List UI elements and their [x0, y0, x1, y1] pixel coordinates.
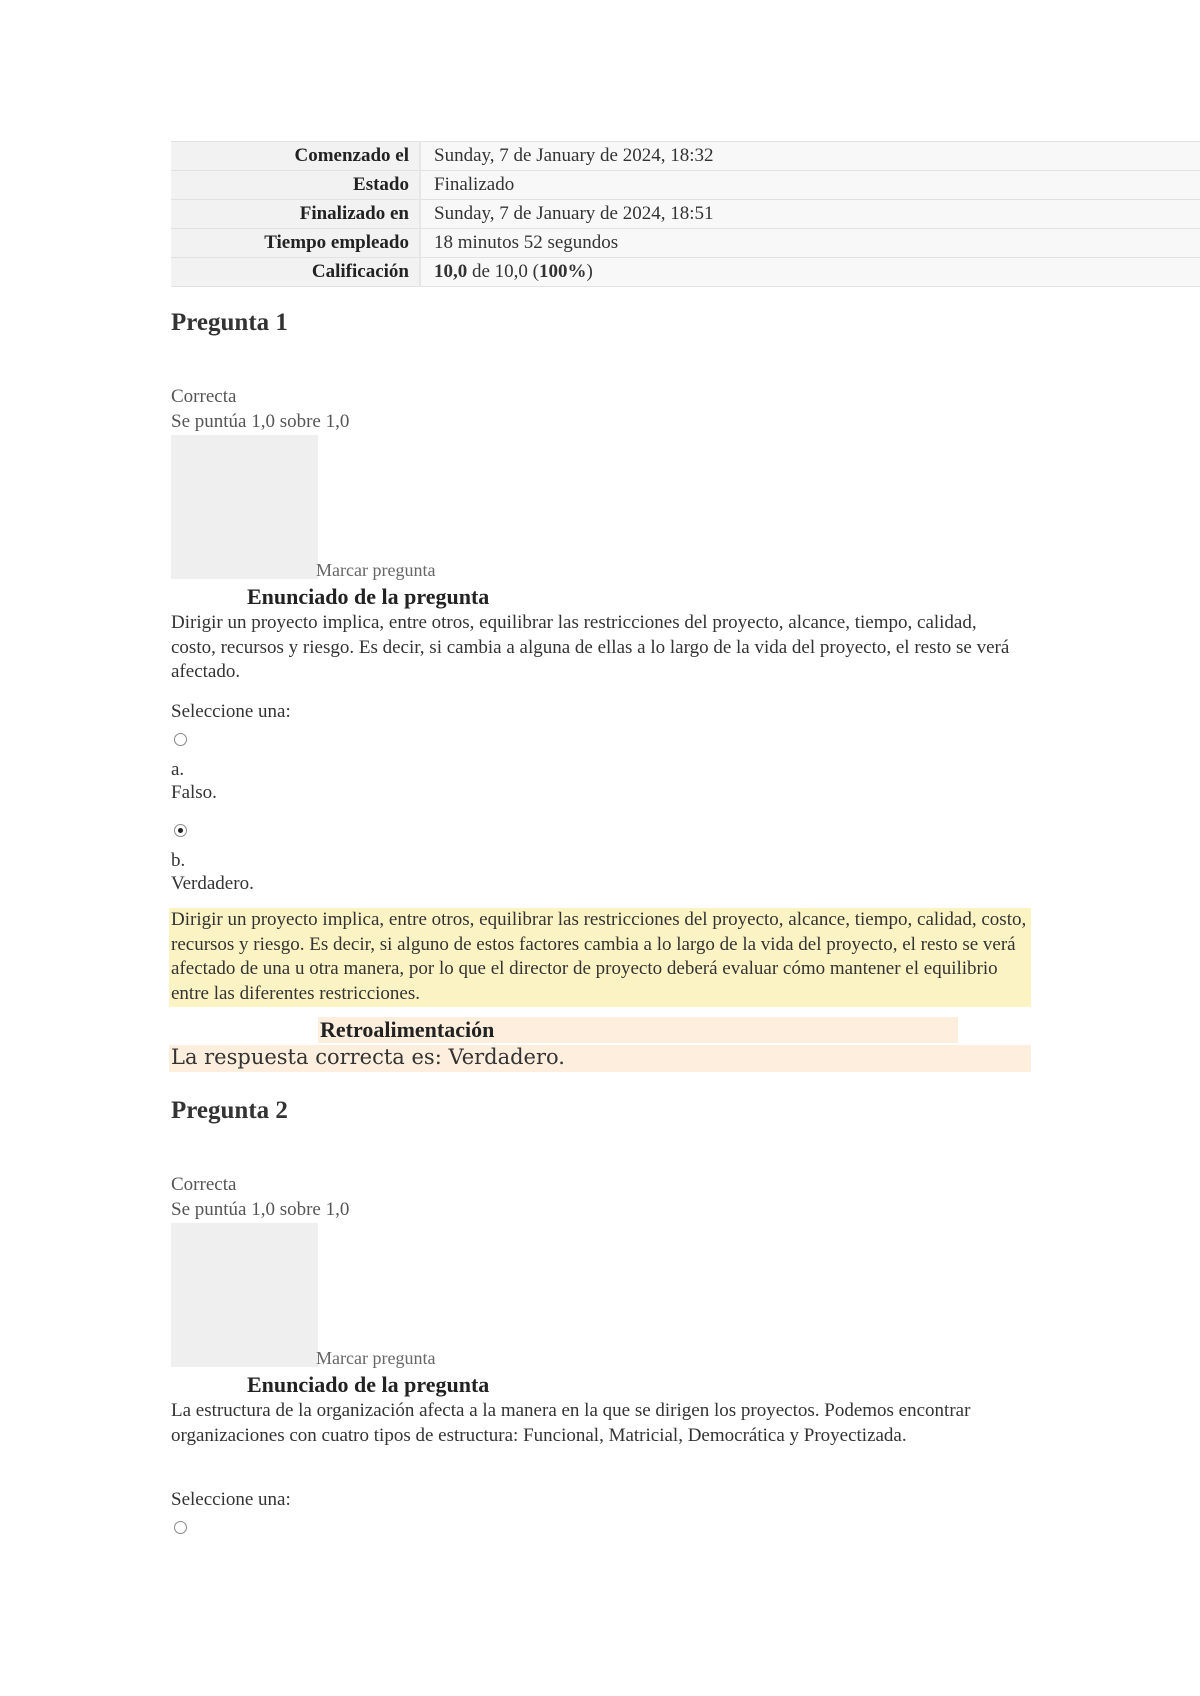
summary-label: Calificación — [171, 258, 420, 287]
question-1-right-answer: La respuesta correcta es: Verdadero. — [169, 1045, 1031, 1072]
question-1-option-b-text: Verdadero. — [171, 873, 254, 894]
summary-row-time-taken — [171, 229, 1200, 258]
grade-out-of: de 10,0 ( — [467, 261, 540, 282]
question-1-general-feedback: Dirigir un proyecto implica, entre otros, equilibrar las restricciones del proyecto, alcance, tiempo, calidad, costo, recursos y riesgo. Es decir, si alguno de estos factores cambia a lo largo de la vida del proyecto, el resto se verá afectado de una u otra manera, por lo que el director de proyecto deberá evaluar cómo mantener el equilibrio entre las diferentes restricciones. — [169, 908, 1031, 1007]
question-2-prompt: Seleccione una: — [171, 1489, 291, 1510]
summary-label: Tiempo empleado — [171, 229, 420, 258]
summary-value: Finalizado — [420, 171, 1200, 200]
summary-label: Estado — [171, 171, 420, 200]
question-1-statement-heading: Enunciado de la pregunta — [247, 584, 490, 609]
summary-value: Sunday, 7 de January de 2024, 18:32 — [420, 142, 1200, 171]
attempt-summary-table — [171, 141, 1200, 287]
question-1-prompt: Seleccione una: — [171, 701, 291, 722]
question-1-option-a-radio[interactable] — [174, 733, 187, 746]
question-2-option-a-radio[interactable] — [174, 1521, 187, 1534]
question-2-text: La estructura de la organización afecta a la manera en la que se dirigen los proyectos. Podemos encontrar organizaciones con cuatro tipos de estructura: Funcional, Matricial, Democrática y Proyectizada. — [171, 1400, 971, 1446]
summary-label: Finalizado en — [171, 200, 420, 229]
question-2-state: Correcta — [171, 1174, 237, 1195]
question-1-state: Correcta — [171, 386, 237, 407]
summary-label: Comenzado el — [171, 142, 420, 171]
summary-value — [420, 258, 1200, 287]
flag-question-1-label[interactable]: Marcar pregunta — [316, 560, 436, 580]
summary-value: Sunday, 7 de January de 2024, 18:51 — [420, 200, 1200, 229]
question-2-statement-heading: Enunciado de la pregunta — [247, 1372, 490, 1397]
summary-row-finished — [171, 200, 1200, 229]
question-1-title: Pregunta 1 — [171, 309, 288, 336]
question-1-grade: Se puntúa 1,0 sobre 1,0 — [171, 411, 350, 432]
question-1-option-b-radio[interactable] — [174, 824, 187, 837]
question-1-option-a-letter: a. — [171, 759, 185, 780]
question-1-option-b-letter: b. — [171, 850, 186, 871]
grade-score: 10,0 — [434, 261, 468, 282]
grade-percent: 100% — [539, 261, 587, 282]
question-1-option-a-text: Falso. — [171, 782, 217, 803]
grade-close: ) — [586, 261, 593, 282]
summary-row-started — [171, 142, 1200, 171]
summary-row-grade — [171, 258, 1200, 287]
flag-question-2-image[interactable] — [171, 1223, 318, 1367]
summary-row-state — [171, 171, 1200, 200]
question-2-grade: Se puntúa 1,0 sobre 1,0 — [171, 1199, 350, 1220]
question-1-text: Dirigir un proyecto implica, entre otros, equilibrar las restricciones del proyecto, alcance, tiempo, calidad, costo, recursos y riesgo. Es decir, si cambia a alguna de ellas a lo largo de la vida del proyecto, el resto se verá afectado. — [171, 612, 1010, 682]
question-2-title: Pregunta 2 — [171, 1097, 288, 1124]
flag-question-1-image[interactable] — [171, 435, 318, 579]
flag-question-2-label[interactable]: Marcar pregunta — [316, 1348, 436, 1368]
question-1-feedback-heading: Retroalimentación — [318, 1017, 958, 1043]
summary-value: 18 minutos 52 segundos — [420, 229, 1200, 258]
